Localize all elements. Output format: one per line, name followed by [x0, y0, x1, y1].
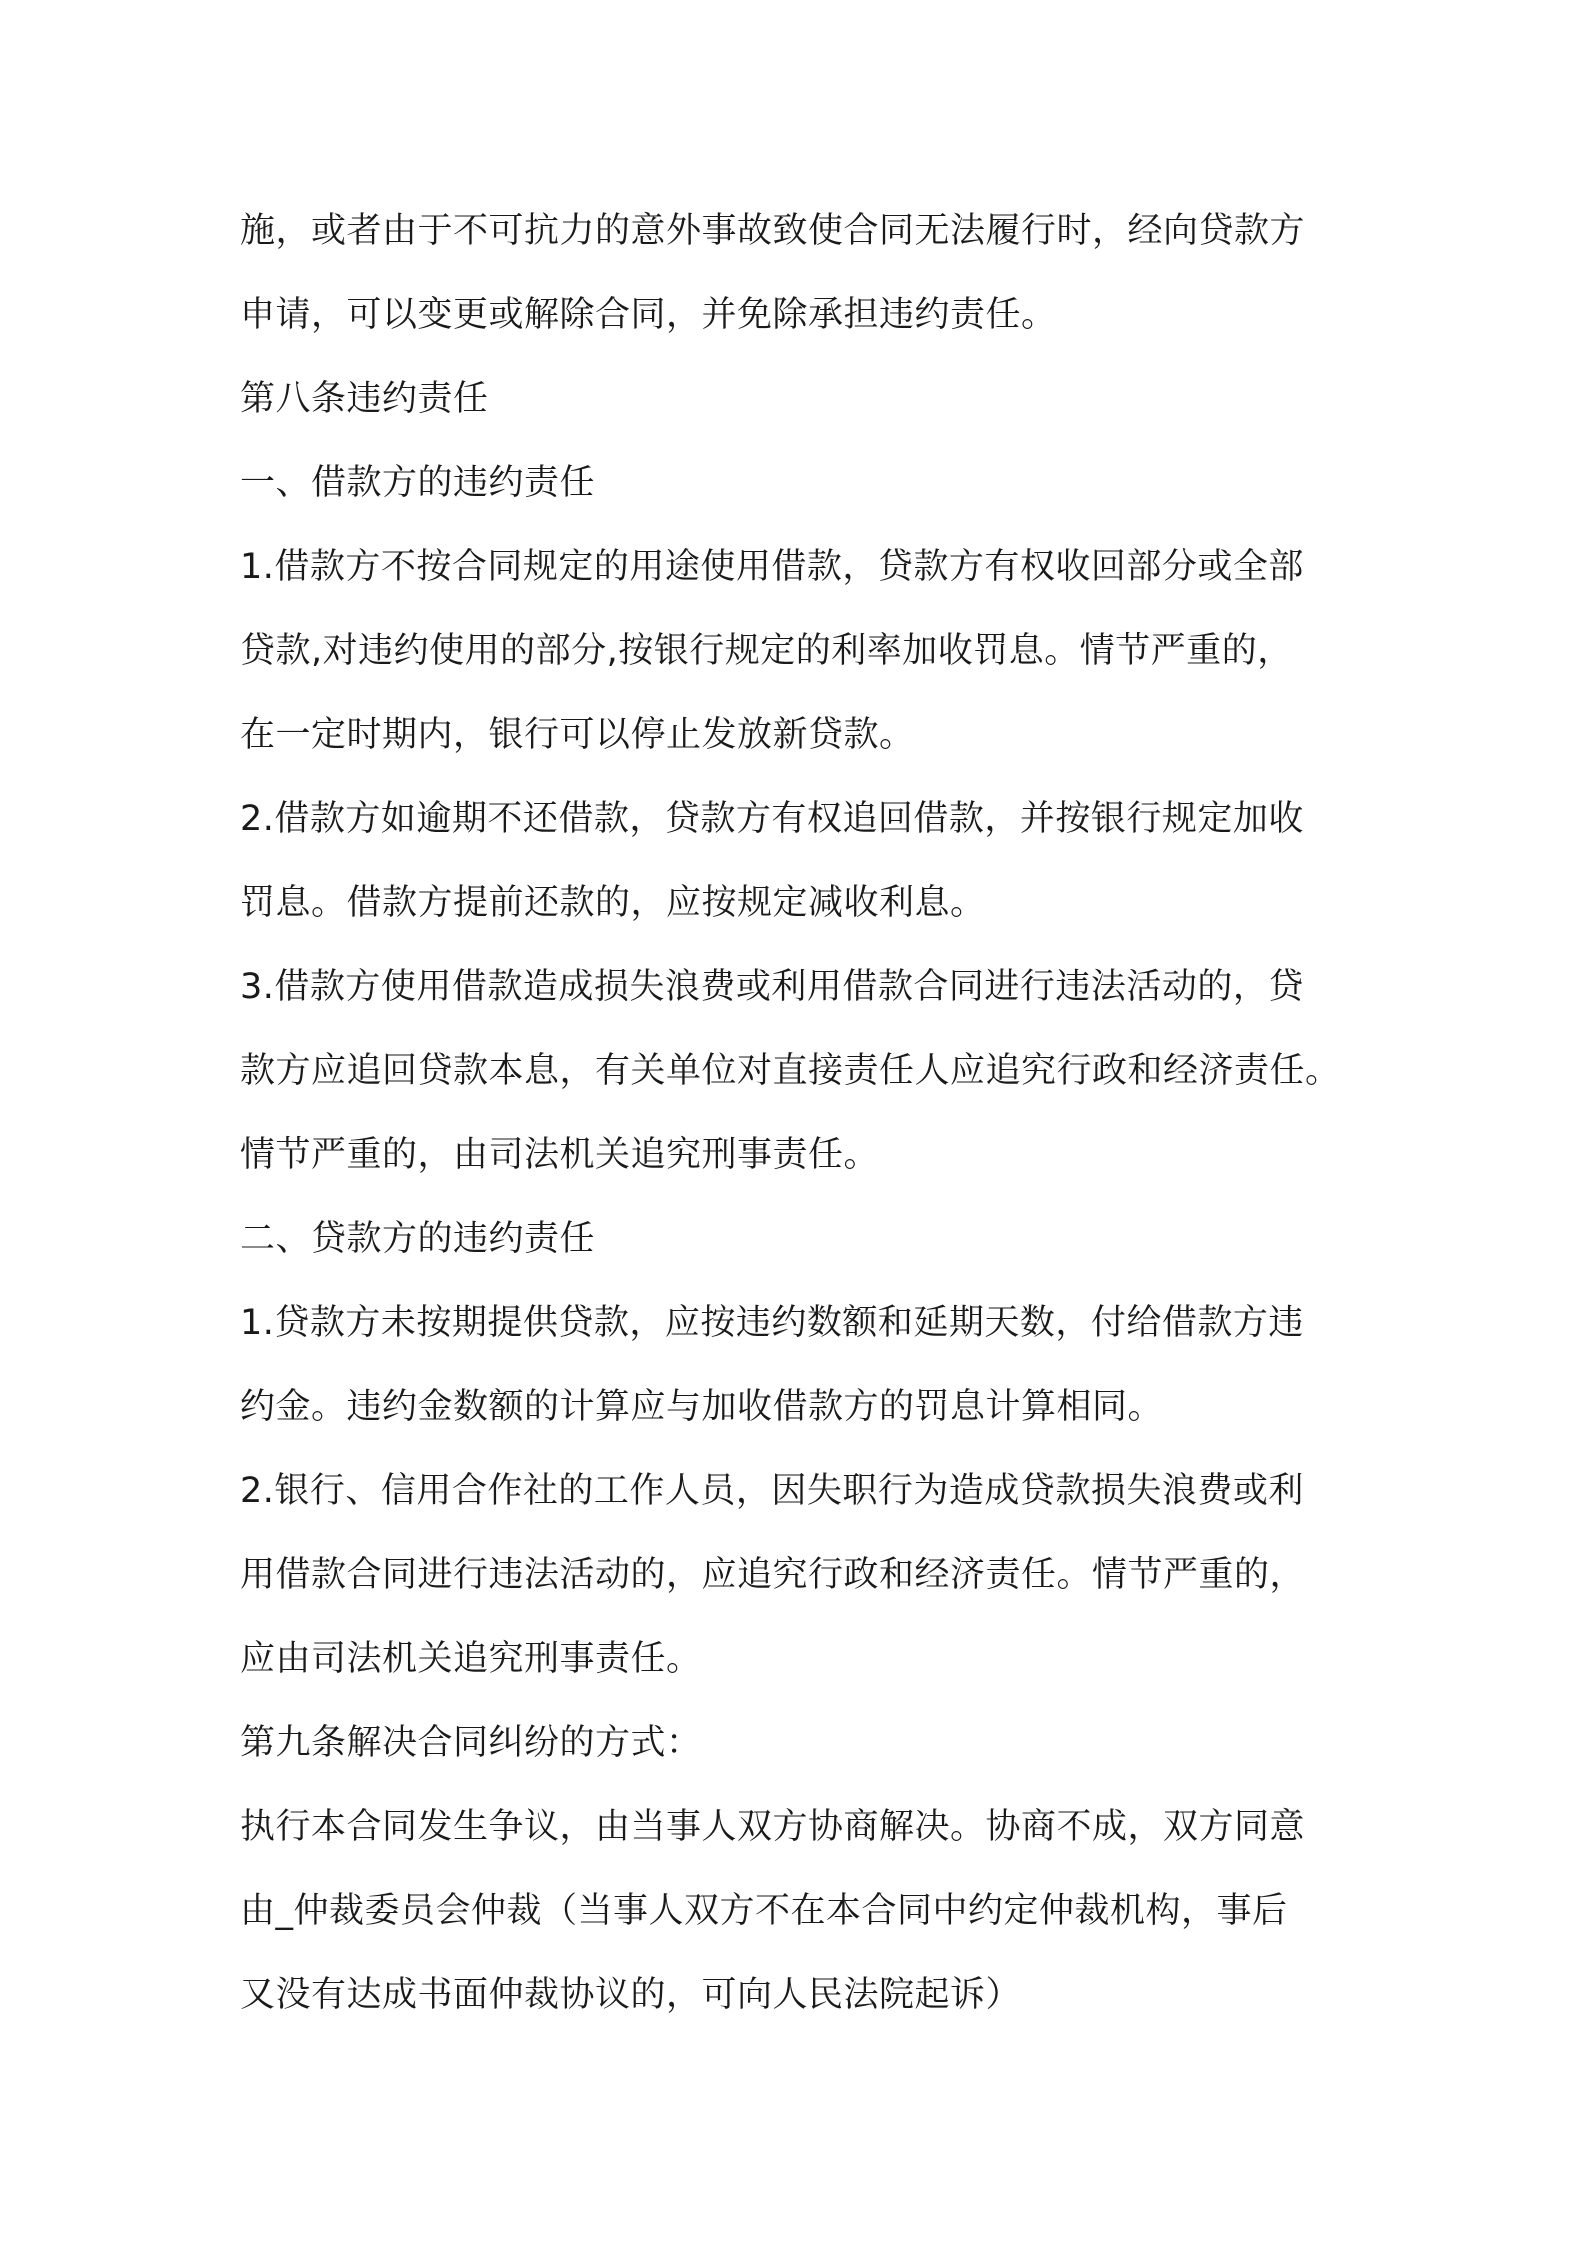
borrower-clause-1: 1.借款方不按合同规定的用途使用借款，贷款方有权收回部分或全部 [240, 547, 1304, 587]
text-line-continuation: 施，或者由于不可抗力的意外事故致使合同无法履行时，经向贷款方 [240, 211, 1306, 251]
borrower-clause-3-cont: 款方应追回贷款本息，有关单位对直接责任人应追究行政和经济责任。 [240, 1051, 1341, 1091]
lender-clause-2: 2.银行、信用合作社的工作人员，因失职行为造成贷款损失浪费或利 [240, 1471, 1304, 1511]
dispute-resolution-text: 执行本合同发生争议，由当事人双方协商解决。协商不成，双方同意 [240, 1807, 1306, 1847]
text-line-continuation: 申请，可以变更或解除合同，并免除承担违约责任。 [240, 295, 1057, 335]
borrower-clause-3-cont: 情节严重的，由司法机关追究刑事责任。 [240, 1135, 880, 1175]
borrower-liability-heading: 一、借款方的违约责任 [240, 463, 596, 503]
lender-clause-2-cont: 应由司法机关追究刑事责任。 [240, 1639, 702, 1679]
lender-clause-1: 1.贷款方未按期提供贷款，应按违约数额和延期天数，付给借款方违 [240, 1303, 1304, 1343]
borrower-clause-2: 2.借款方如逾期不还借款，贷款方有权追回借款，并按银行规定加收 [240, 799, 1304, 839]
borrower-clause-3: 3.借款方使用借款造成损失浪费或利用借款合同进行违法活动的，贷 [240, 967, 1304, 1007]
dispute-resolution-text-cont: 由_仲裁委员会仲裁（当事人双方不在本合同中约定仲裁机构，事后 [240, 1891, 1288, 1931]
borrower-clause-2-cont: 罚息。借款方提前还款的，应按规定减收利息。 [240, 883, 986, 923]
lender-liability-heading: 二、贷款方的违约责任 [240, 1219, 596, 1259]
lender-clause-1-cont: 约金。违约金数额的计算应与加收借款方的罚息计算相同。 [240, 1387, 1164, 1427]
dispute-resolution-text-cont: 又没有达成书面仲裁协议的，可向人民法院起诉） [240, 1975, 1022, 2015]
article-9-heading: 第九条解决合同纠纷的方式： [240, 1723, 702, 1763]
article-8-heading: 第八条违约责任 [240, 379, 489, 419]
lender-clause-2-cont: 用借款合同进行违法活动的，应追究行政和经济责任。情节严重的， [240, 1555, 1306, 1595]
document-body [240, 198, 1370, 2046]
borrower-clause-1-cont: 在一定时期内，银行可以停止发放新贷款。 [240, 715, 915, 755]
borrower-clause-1-cont: 贷款,对违约使用的部分,按银行规定的利率加收罚息。情节严重的， [240, 631, 1293, 671]
